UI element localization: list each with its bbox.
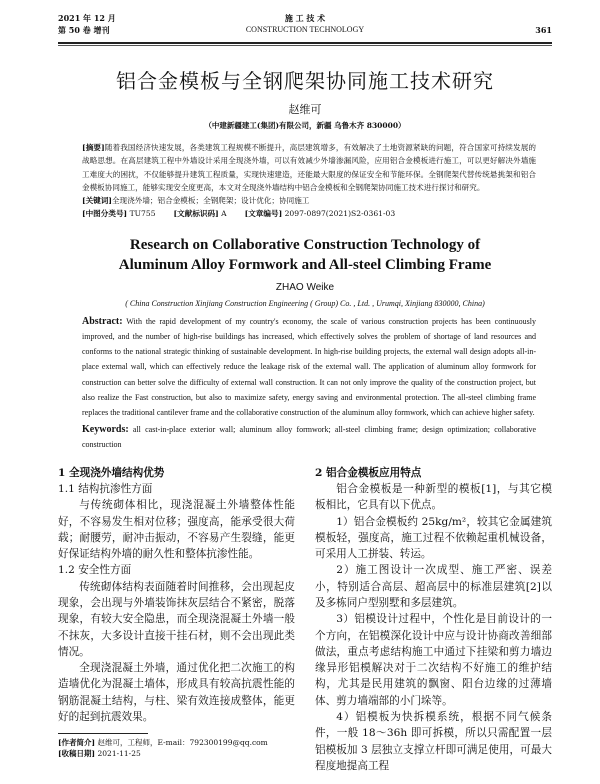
article-no-value: 2097-0897(2021)S2-0361-03 xyxy=(284,209,396,219)
abstract-cn xyxy=(82,141,536,221)
right-column xyxy=(315,465,552,775)
author-en: ZHAO Weike xyxy=(275,281,335,293)
clc-value: TU755 xyxy=(129,209,156,219)
abstract-en xyxy=(82,314,536,453)
running-header xyxy=(58,12,552,36)
left-column xyxy=(58,465,295,775)
doc-code-label: [文献标识码] xyxy=(173,209,219,219)
issue-volume: 第 50 卷 增刊 xyxy=(58,25,110,35)
abstract-cn-label: [摘要] xyxy=(82,143,105,152)
header-rule xyxy=(58,42,552,44)
journal-name xyxy=(246,12,364,36)
paragraph: 4）铝模板为快拆模系统，根据不同气候条件，一般 18～36h 即可拆模，所以只需配置一层铝模板加 3 层独立支撑立杆即可满足使用，可最大程度地提高工程 xyxy=(315,711,552,772)
doc-code-value: A xyxy=(221,209,227,219)
issue-info xyxy=(58,12,178,36)
header-rule-thin xyxy=(58,45,552,46)
footnote-author-label: [作者简介] xyxy=(58,738,96,748)
abstract-cn-text: 随着我国经济快速发展，各类建筑工程规模不断提升，高层建筑增多，有效解决了土地资源紧缺的问题，符合国家可持续发展的战略思想。在高层建筑工程中外墙设计采用全现浇外墙，可以有效减少外墙渗漏风险，应用铝合金模板进行施工，可以更好解决外墙施工难度大的困扰，不仅能够提升建筑工程质量，实现快速建造，还能最大限度的保证安全和节能环保。全钢爬架代替传统悬挑架和铝合金模板协同施工，能够实现安全度更高，本文对全现浇外墙结构中铝合金模板和全钢爬架协同施工技术进行探讨和研究。 xyxy=(82,143,536,192)
subsection-heading: 1.2 安全性方面 xyxy=(58,564,132,577)
paragraph: 铝合金模板是一种新型的模板[1]，与其它模板相比，它具有以下优点。 xyxy=(315,482,552,512)
body-columns xyxy=(58,465,552,775)
footnote xyxy=(58,737,295,759)
page-number: 361 xyxy=(535,25,552,35)
affiliation-cn: （中建新疆建工(集团)有限公司，新疆 乌鲁木齐 830000） xyxy=(204,121,406,130)
abstract-en-text: With the rapid development of my country's economy, the scale of various construction projects has been continuously improved, and the number of high-rise buildings has increased, which effectively solves the problem of shortage of land resources and conforms to the national strategic thinking of sustainable development. In high-rise building projects, the external wall design adopts all-in-place external wall, which can effectively reduce the leakage risk of the external wall. The application of aluminum alloy formwork for construction can better solve the difficulty of external wall construction. It can not only improve the quality of the construction project, but also realize the Fast construction, but also to maximize safety, energy saving and environmental protection. The all-steel climbing frame replaces the traditional cantilever frame and the collaborative construction of the aluminum alloy formwork, which can achieve higher safety. xyxy=(82,316,536,417)
title-cn: 铝合金模板与全钢爬架协同施工技术研究 xyxy=(116,69,494,93)
keywords-en-label: Keywords: xyxy=(82,424,129,436)
keywords-cn: 全现浇外墙；铝合金模板；全钢爬架；设计优化；协同施工 xyxy=(111,196,310,206)
clc-label: [中图分类号] xyxy=(82,209,128,219)
abstract-en-label: Abstract: xyxy=(82,315,123,327)
paragraph: 传统砌体结构表面随着时间推移，会出现起皮现象，会出现与外墙装饰抹灰层结合不紧密，脱落现象，有较大安全隐患，而全现浇混凝土外墙一般不抹灰，大多设计直接干挂石材，则不会出现此类情况。 xyxy=(58,580,295,658)
footnote-received-label: [收稿日期] xyxy=(58,749,96,759)
paragraph: 与传统砌体相比，现浇混凝土外墙整体性能好，不容易发生相对位移；强度高，能承受很大荷载；耐腰劳，耐冲击振动，不容易产生裂缝，能更好保证结构外墙的耐久性和整体抗渗性能。 xyxy=(58,499,295,561)
classification-line xyxy=(82,207,536,220)
paragraph: 2）施工图设计一次成型、施工严密、误差小，特别适合高层、超高层中的标准层建筑[2]以及多栋同户型别墅和多层建筑。 xyxy=(315,564,552,609)
title-en: Research on Collaborative Construction Technology of Aluminum Alloy Formwork and All-steel Climbing Frame xyxy=(118,236,492,273)
author-cn: 赵维可 xyxy=(288,103,322,116)
keywords-cn-label: [关键词] xyxy=(82,196,112,206)
affiliation-en: ( China Construction Xinjiang Construction Engineering ( Group) Co. , Ltd. , Urumqi, Xinjiang 830000, China) xyxy=(125,298,485,308)
section-heading: 1 全现浇外墙结构优势 xyxy=(58,466,165,479)
issue-date: 2021 年 12 月 xyxy=(58,13,116,23)
footnote-rule xyxy=(58,733,148,734)
subsection-heading: 1.1 结构抗渗性方面 xyxy=(58,482,153,495)
paragraph: 全现浇混凝土外墙，通过优化把二次施工的构造墙优化为混凝土墙体，形成具有较高抗震性能的钢筋混凝土结构，与柱、梁有效连接成整体，能更好的起到抗震效果。 xyxy=(58,662,295,724)
section-heading: 2 铝合金模板应用特点 xyxy=(315,466,422,479)
journal-name-cn: 施 工 技 术 xyxy=(284,13,326,23)
footnote-author-info: 赵维可，工程师，E-mail：792300199@qq.com xyxy=(97,738,268,748)
article-no-label: [文章编号] xyxy=(244,209,283,219)
keywords-en: all cast-in-place exterior wall; aluminum alloy formwork; all-steel climbing frame; design optimization; collaborative construction xyxy=(82,425,536,450)
footnote-received: 2021-11-25 xyxy=(97,749,141,759)
paragraph: 1）铝合金模板约 25kg/m²，较其它金属建筑模板轻，强度高，施工过程不依赖起重机械设备，可采用人工拼装、转运。 xyxy=(315,515,552,561)
journal-name-en: CONSTRUCTION TECHNOLOGY xyxy=(245,25,365,34)
paragraph: 3）铝模设计过程中，个性化是目前设计的一个方向，在铝模深化设计中应与设计协商改善细部做法，重点考虑结构施工中通过下挂梁和剪力墙边缘异形铝模解决对于二次结构不好施工的维护结构，尤其是民用建筑的飘窗、阳台边缘的过薄墙体、剪力墙端部的小门垛等。 xyxy=(315,613,552,707)
